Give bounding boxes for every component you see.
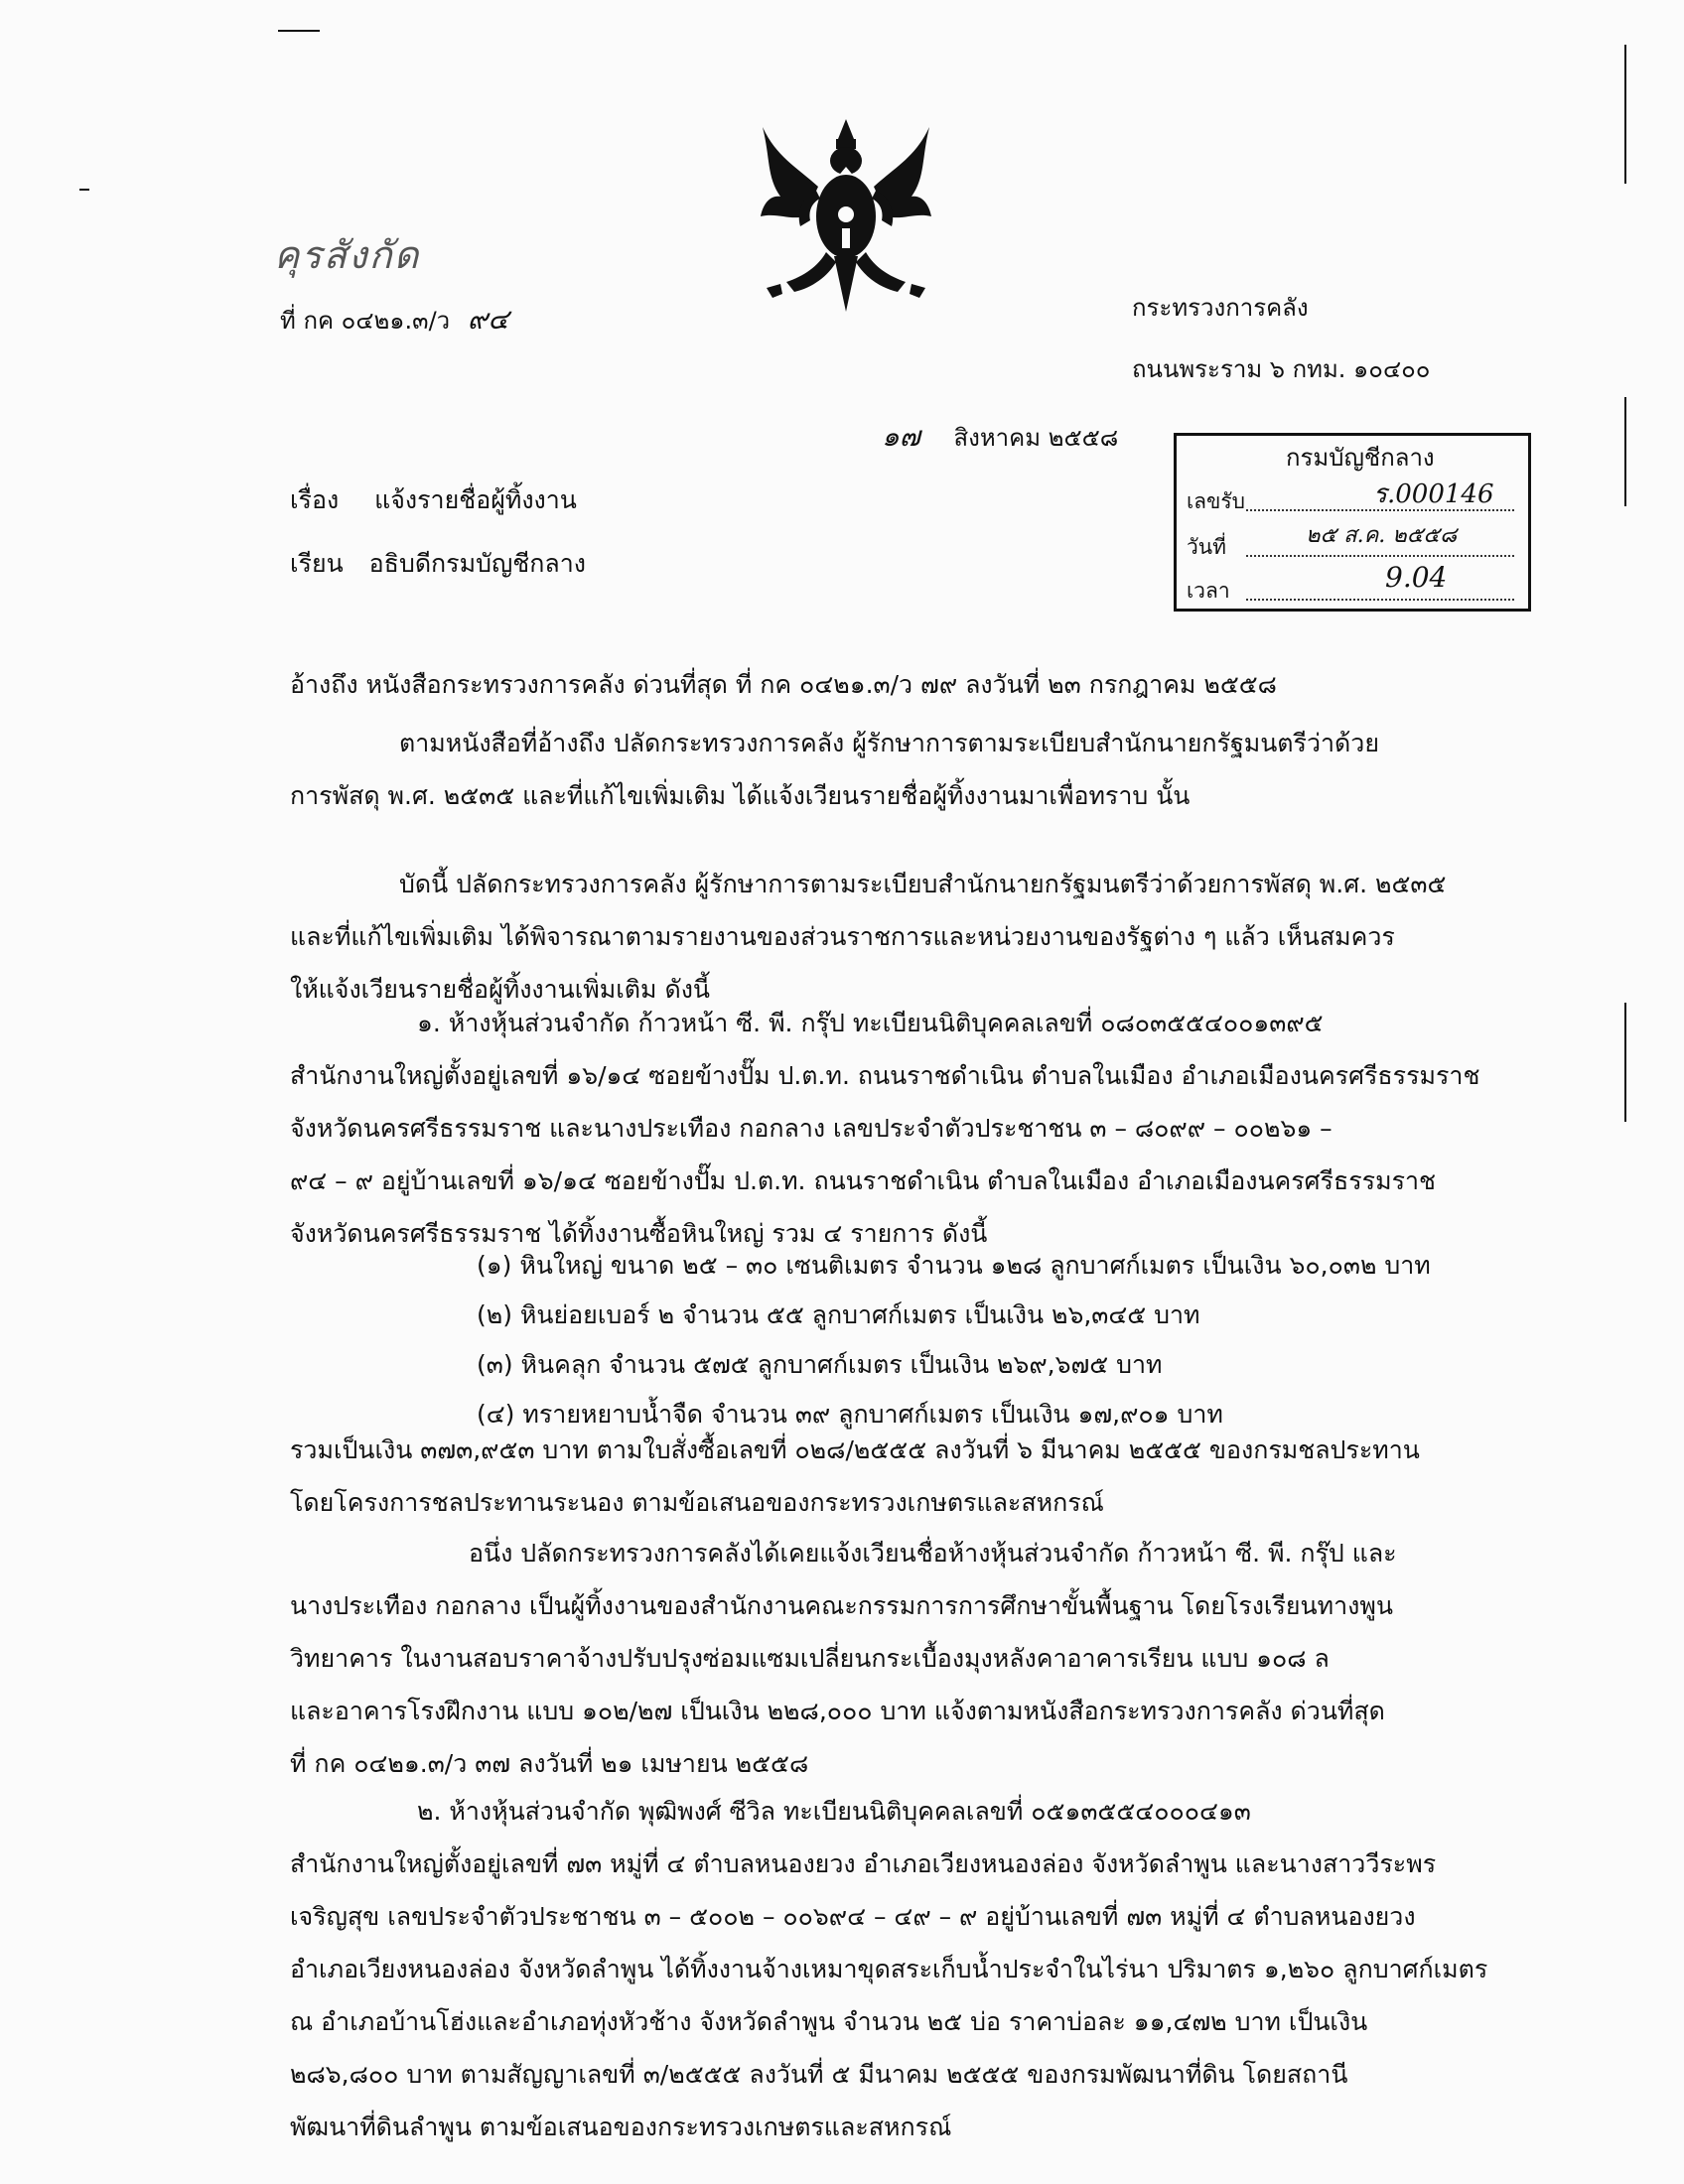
ministry-name: กระทรวงการคลัง bbox=[1132, 294, 1309, 322]
subject-line bbox=[290, 480, 577, 520]
item-1-total bbox=[290, 1424, 1420, 1529]
paragraph-line: ที่ กค ๐๔๒๑.๓/ว ๓๗ ลงวันที่ ๒๑ เมษายน ๒๕๕๘ bbox=[290, 1749, 809, 1778]
receipt-stamp-title: กรมบัญชีกลาง bbox=[1286, 444, 1435, 472]
item-2 bbox=[290, 1785, 1487, 2153]
item-1-note bbox=[290, 1527, 1397, 1790]
item-1 bbox=[290, 997, 1479, 1260]
receipt-date-value: ๒๕ ส.ค. ๒๕๕๘ bbox=[1306, 523, 1458, 548]
scan-mark bbox=[278, 30, 320, 32]
paragraph-line: วิทยาคาร ในงานสอบราคาจ้างปรับปรุงซ่อมแซมเปลี่ยนกระเบื้องมุงหลังคาอาคารเรียน แบบ ๑๐๘ ล bbox=[290, 1644, 1330, 1673]
date-month-year: สิงหาคม ๒๕๕๘ bbox=[953, 424, 1119, 452]
list-item: (๑) หินใหญ่ ขนาด ๒๕ – ๓๐ เซนติเมตร จำนวน ๑๒๘ ลูกบาศก์เมตร เป็นเงิน ๖๐,๐๓๒ บาท bbox=[477, 1251, 1431, 1280]
reference-line: อ้างถึง หนังสือกระทรวงการคลัง ด่วนที่สุด ที่ กค ๐๔๒๑.๓/ว ๗๙ ลงวันที่ ๒๓ กรกฎาคม ๒๕๕๘ bbox=[290, 670, 1277, 699]
paragraph-line: และอาคารโรงฝึกงาน แบบ ๑๐๒/๒๗ เป็นเงิน ๒๒๘,๐๐๐ บาท แจ้งตามหนังสือกระทรวงการคลัง ด่วนที่สุด bbox=[290, 1697, 1385, 1725]
paragraph-2 bbox=[290, 858, 1446, 1016]
scan-edge-line bbox=[1624, 397, 1626, 506]
paragraph-line: บัดนี้ ปลัดกระทรวงการคลัง ผู้รักษาการตามระเบียบสำนักนายกรัฐมนตรีว่าด้วยการพัสดุ พ.ศ. ๒๕๓๕ bbox=[399, 870, 1447, 898]
paragraph-line: ๙๔ – ๙ อยู่บ้านเลขที่ ๑๖/๑๔ ซอยข้างปั๊ม ป.ต.ท. ถนนราชดำเนิน ตำบลในเมือง อำเภอเมืองนครศรีธรรมราช bbox=[290, 1166, 1437, 1195]
receipt-date-label: วันที่ bbox=[1187, 535, 1226, 559]
paragraph-line: การพัสดุ พ.ศ. ๒๕๓๕ และที่แก้ไขเพิ่มเติม ได้แจ้งเวียนรายชื่อผู้ทิ้งงานมาเพื่อทราบ นั้น bbox=[290, 781, 1191, 810]
paragraph-line: ให้แจ้งเวียนรายชื่อผู้ทิ้งงานเพิ่มเติม ดังนี้ bbox=[290, 975, 710, 1004]
recipient-text: อธิบดีกรมบัญชีกลาง bbox=[368, 549, 586, 578]
subject-text: แจ้งรายชื่อผู้ทิ้งงาน bbox=[374, 485, 577, 514]
receipt-stamp bbox=[1174, 433, 1531, 612]
stamp-top-left: คุรสังกัด bbox=[274, 233, 421, 277]
paragraph-line: จังหวัดนครศรีธรรมราช และนางประเทือง กอกลาง เลขประจำตัวประชาชน ๓ – ๘๐๙๙ – ๐๐๒๖๑ – bbox=[290, 1114, 1333, 1143]
doc-number-printed: ที่ กค ๐๔๒๑.๓/ว bbox=[280, 307, 451, 335]
receipt-date-line bbox=[1246, 555, 1514, 557]
recipient-label: เรียน bbox=[290, 549, 344, 578]
scan-edge-line bbox=[1624, 1003, 1626, 1122]
paragraph-line: เจริญสุข เลขประจำตัวประชาชน ๓ – ๕๐๐๒ – ๐๐๖๙๔ – ๔๙ – ๙ อยู่บ้านเลขที่ ๗๓ หมู่ที่ ๔ ตำบลหนองยวง bbox=[290, 1902, 1416, 1931]
list-item: (๒) หินย่อยเบอร์ ๒ จำนวน ๕๕ ลูกบาศก์เมตร เป็นเงิน ๒๖,๓๔๕ บาท bbox=[477, 1300, 1200, 1329]
paragraph-line: ณ อำเภอบ้านโฮ่งและอำเภอทุ่งหัวช้าง จังหวัดลำพูน จำนวน ๒๕ บ่อ ราคาบ่อละ ๑๑,๔๗๒ บาท เป็นเงิน bbox=[290, 2007, 1368, 2036]
doc-number-handwritten: ๙๔ bbox=[467, 303, 509, 336]
paragraph-line: พัฒนาที่ดินลำพูน ตามข้อเสนอของกระทรวงเกษตรและสหกรณ์ bbox=[290, 2113, 952, 2141]
paragraph-line: โดยโครงการชลประทานระนอง ตามข้อเสนอของกระทรวงเกษตรและสหกรณ์ bbox=[290, 1488, 1104, 1517]
scan-edge-line bbox=[1624, 45, 1626, 184]
item-1-list bbox=[477, 1241, 1431, 1439]
paragraph-line: สำนักงานใหญ่ตั้งอยู่เลขที่ ๑๖/๑๔ ซอยข้างปั๊ม ป.ต.ท. ถนนราชดำเนิน ตำบลในเมือง อำเภอเมืองนครศรีธรรมราช bbox=[290, 1061, 1480, 1090]
receipt-time-line bbox=[1246, 599, 1514, 601]
recipient-line bbox=[290, 544, 586, 584]
paragraph-line: และที่แก้ไขเพิ่มเติม ได้พิจารณาตามรายงานของส่วนราชการและหน่วยงานของรัฐต่าง ๆ แล้ว เห็นสมควร bbox=[290, 922, 1395, 951]
subject-label: เรื่อง bbox=[290, 485, 340, 514]
paragraph-1 bbox=[290, 717, 1379, 822]
doc-number bbox=[280, 298, 508, 341]
receipt-number-value: ร.000146 bbox=[1373, 479, 1494, 509]
paragraph-line: อนึ่ง ปลัดกระทรวงการคลังได้เคยแจ้งเวียนชื่อห้างหุ้นส่วนจำกัด ก้าวหน้า ซี. พี. กรุ๊ป และ bbox=[469, 1539, 1397, 1568]
paragraph-line: อำเภอเวียงหนองล่อง จังหวัดลำพูน ได้ทิ้งงานจ้างเหมาขุดสระเก็บน้ำประจำในไร่นา ปริมาตร ๑,๒๖๐ ลูกบาศก์เมตร bbox=[290, 1955, 1488, 1983]
document-date bbox=[882, 415, 1118, 459]
paragraph-line: จังหวัดนครศรีธรรมราช ได้ทิ้งงานซื้อหินใหญ่ รวม ๔ รายการ ดังนี้ bbox=[290, 1219, 988, 1248]
receipt-time-value: 9.04 bbox=[1385, 561, 1448, 594]
paragraph-line: ๑. ห้างหุ้นส่วนจำกัด ก้าวหน้า ซี. พี. กรุ๊ป ทะเบียนนิติบุคคลเลขที่ ๐๘๐๓๕๕๔๐๐๑๓๙๕ bbox=[417, 1009, 1324, 1037]
paragraph-line: นางประเทือง กอกลาง เป็นผู้ทิ้งงานของสำนักงานคณะกรรมการการศึกษาขั้นพื้นฐาน โดยโรงเรียนทางพูน bbox=[290, 1591, 1393, 1620]
list-item: (๓) หินคลุก จำนวน ๕๗๕ ลูกบาศก์เมตร เป็นเงิน ๒๖๙,๖๗๕ บาท bbox=[477, 1350, 1163, 1379]
paragraph-line: ๒๘๖,๘๐๐ บาท ตามสัญญาเลขที่ ๓/๒๕๕๕ ลงวันที่ ๕ มีนาคม ๒๕๕๕ ของกรมพัฒนาที่ดิน โดยสถานี bbox=[290, 2060, 1348, 2089]
list-item: (๔) ทรายหยาบน้ำจืด จำนวน ๓๙ ลูกบาศก์เมตร เป็นเงิน ๑๗,๙๐๑ บาท bbox=[477, 1400, 1223, 1429]
garuda-emblem-icon bbox=[757, 117, 935, 316]
date-day-handwritten: ๑๗ bbox=[882, 420, 920, 453]
receipt-time-label: เวลา bbox=[1187, 579, 1230, 603]
paragraph-line: ๒. ห้างหุ้นส่วนจำกัด พุฒิพงศ์ ซีวิล ทะเบียนนิติบุคคลเลขที่ ๐๕๑๓๕๕๔๐๐๐๔๑๓ bbox=[417, 1797, 1251, 1826]
paragraph-line: รวมเป็นเงิน ๓๗๓,๙๕๓ บาท ตามใบสั่งซื้อเลขที่ ๐๒๘/๒๕๕๕ ลงวันที่ ๖ มีนาคม ๒๕๕๕ ของกรมชลประทาน bbox=[290, 1435, 1420, 1464]
paragraph-line: ตามหนังสือที่อ้างถึง ปลัดกระทรวงการคลัง ผู้รักษาการตามระเบียบสำนักนายกรัฐมนตรีว่าด้วย bbox=[399, 729, 1379, 757]
scan-mark bbox=[79, 189, 89, 191]
paragraph-line: สำนักงานใหญ่ตั้งอยู่เลขที่ ๗๓ หมู่ที่ ๔ ตำบลหนองยวง อำเภอเวียงหนองล่อง จังหวัดลำพูน และนางสาววีระพร bbox=[290, 1849, 1437, 1878]
ministry-address: ถนนพระราม ๖ กทม. ๑๐๔๐๐ bbox=[1132, 355, 1431, 383]
receipt-number-label: เลขรับ bbox=[1187, 489, 1246, 513]
